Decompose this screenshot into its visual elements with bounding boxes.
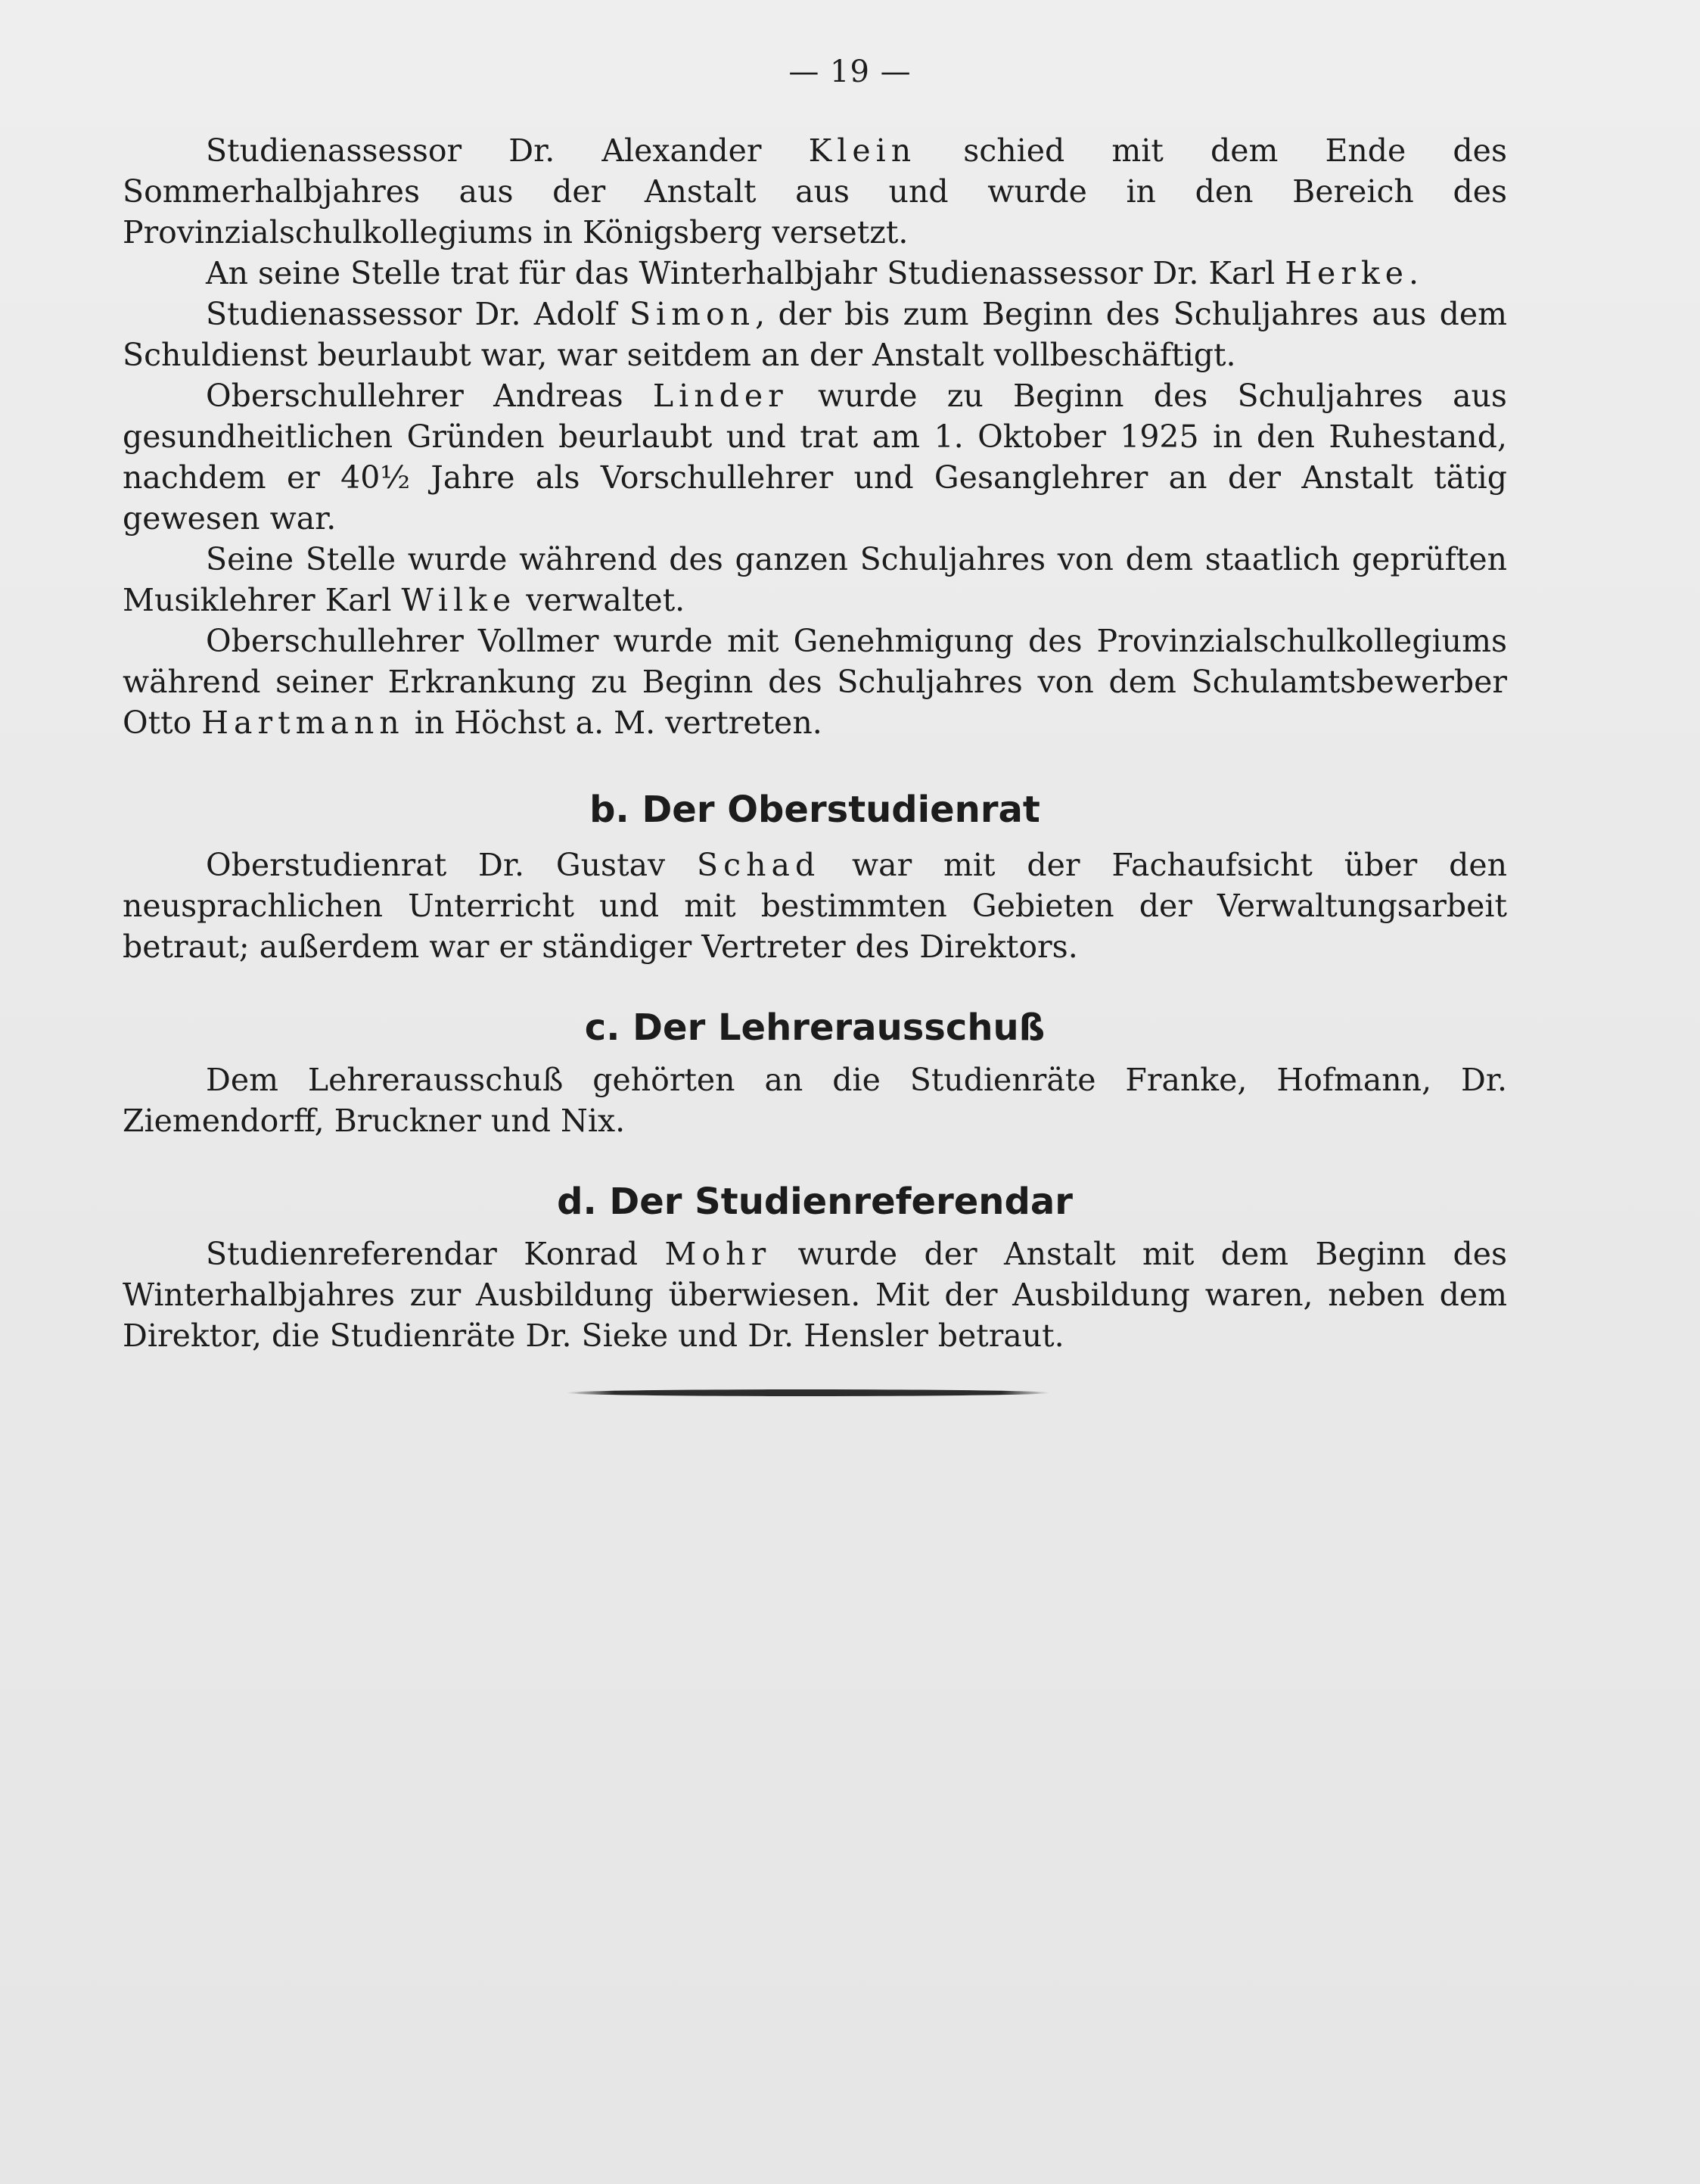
name-linder: Linder	[652, 378, 788, 414]
paragraph-wilke: Seine Stelle wurde während des ganzen Schuljahres von dem staatlich geprüften Musiklehrer Karl Wilke verwaltet.	[123, 541, 1507, 618]
paragraph-lehrerausschuss: Dem Lehrerausschuß gehörten an die Studienräte Franke, Hofmann, Dr. Ziemendorff, Bruckner und Nix.	[123, 1062, 1507, 1139]
heading-studienreferendar: d. Der Studienreferendar	[557, 1181, 1073, 1223]
name-mohr: Mohr	[664, 1236, 772, 1272]
closing-rule	[566, 1389, 1050, 1396]
paragraph-simon: Studienassessor Dr. Adolf Simon, der bis zum Beginn des Schuljahres aus dem Schuldienst beurlaubt war, war seitdem an der Anstalt vollbeschäftigt.	[123, 296, 1507, 373]
paragraph-mohr: Studienreferendar Konrad Mohr wurde der Anstalt mit dem Beginn des Winterhalbjahres zur Ausbildung überwiesen. Mit der Ausbildung waren, neben dem Direktor, die Studienräte Dr. Sieke und Dr. Hensler betraut.	[123, 1236, 1507, 1354]
name-hartmann: Hartmann	[201, 705, 405, 741]
paragraph-herke: An seine Stelle trat für das Winterhalbjahr Studienassessor Dr. Karl Herke.	[206, 255, 1419, 291]
paragraph-linder: Oberschullehrer Andreas Linder wurde zu Beginn des Schuljahres aus gesundheitlichen Gründen beurlaubt und trat am 1. Oktober 1925 in den Ruhestand, nachdem er 40½ Jahre als Vorschullehrer und Gesanglehrer an der Anstalt tätig gewesen war.	[123, 378, 1507, 537]
name-klein: Klein	[808, 132, 917, 169]
paragraph-hartmann: Oberschullehrer Vollmer wurde mit Genehmigung des Provinzialschulkollegiums während seiner Erkrankung zu Beginn des Schuljahres von dem Schulamtsbewerber Otto Hartmann in Höchst a. M. vertreten.	[123, 623, 1507, 741]
name-simon: Simon	[629, 296, 756, 332]
name-herke: Herke	[1285, 255, 1409, 291]
page-number: — 19 —	[788, 54, 912, 89]
heading-lehrerausschuss: c. Der Lehrerausschuß	[584, 1006, 1046, 1049]
name-schad: Schad	[697, 847, 821, 883]
page-content	[123, 130, 1507, 1356]
heading-oberstudienrat: b. Der Oberstudienrat	[589, 789, 1040, 831]
paragraph-schad: Oberstudienrat Dr. Gustav Schad war mit der Fachaufsicht über den neusprachlichen Unterricht und mit bestimmten Gebieten der Verwaltungsarbeit betraut; außerdem war er ständiger Vertreter des Direktors.	[123, 847, 1507, 965]
paragraph-klein: Studienassessor Dr. Alexander Klein schied mit dem Ende des Sommerhalbjahres aus der Anstalt aus und wurde in den Bereich des Provinzialschulkollegiums in Königsberg versetzt.	[123, 132, 1507, 250]
name-wilke: Wilke	[401, 582, 517, 618]
